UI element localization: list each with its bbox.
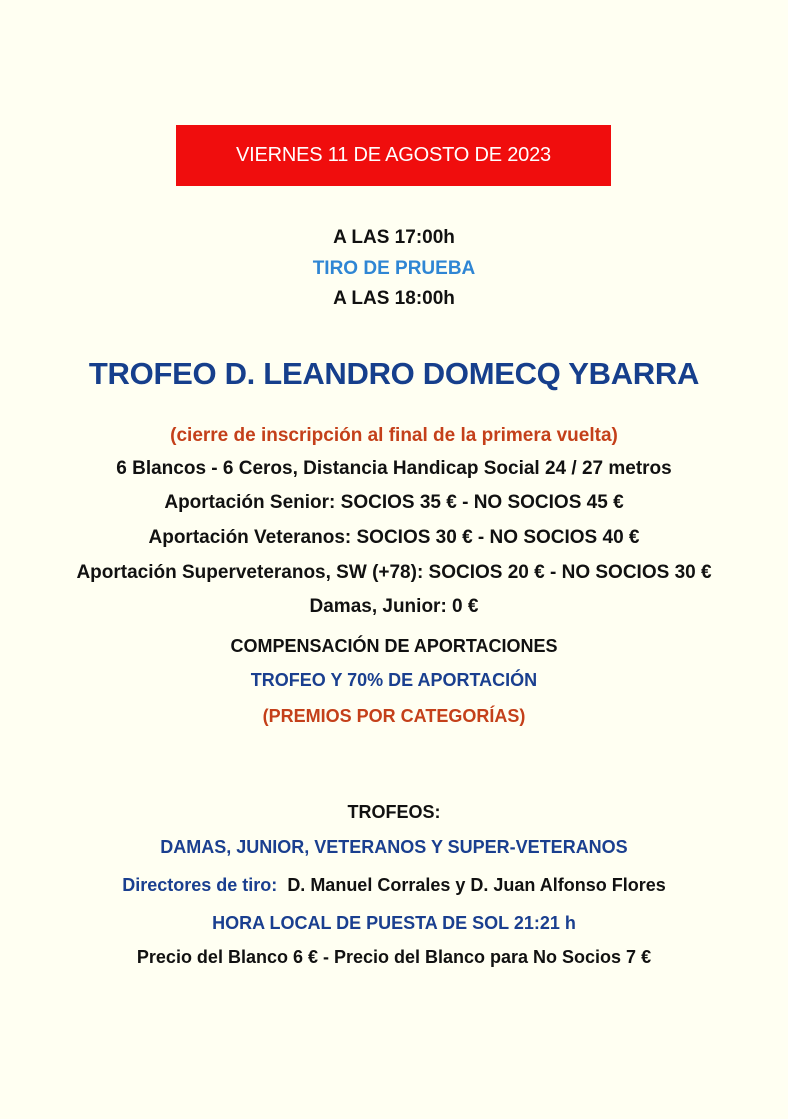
trophies-categories: DAMAS, JUNIOR, VETERANOS Y SUPER-VETERANOS: [160, 837, 628, 857]
registration-note: (cierre de inscripción al final de la primera vuelta): [170, 425, 618, 446]
date-text: VIERNES 11 DE AGOSTO DE 2023: [236, 144, 551, 166]
trophies-heading: TROFEOS:: [347, 802, 441, 822]
category-prizes-text: (PREMIOS POR CATEGORÍAS): [262, 706, 526, 726]
directors-names: D. Manuel Corrales y D. Juan Alfonso Flores: [287, 875, 666, 895]
fee-senior-text: Aportación Senior: SOCIOS 35 € - NO SOCIOS 45 €: [164, 492, 624, 513]
pricing-text: Precio del Blanco 6 € - Precio del Blanco para No Socios 7 €: [136, 947, 652, 967]
compensation-text: COMPENSACIÓN DE APORTACIONES: [230, 636, 558, 656]
directors-line: [0, 875, 788, 896]
main-time-text: A LAS 18:00h: [333, 288, 455, 309]
fee-superveterans-text: Aportación Superveteranos, SW (+78): SOCIOS 20 € - NO SOCIOS 30 €: [76, 562, 712, 583]
prize-text: TROFEO Y 70% DE APORTACIÓN: [250, 670, 538, 690]
test-shot-label: TIRO DE PRUEBA: [312, 258, 476, 279]
date-banner: [176, 125, 611, 186]
directors-label: Directores de tiro:: [122, 875, 278, 895]
sunset-text: HORA LOCAL DE PUESTA DE SOL 21:21 h: [212, 913, 576, 933]
fee-ladies-junior-text: Damas, Junior: 0 €: [309, 596, 479, 617]
fee-veterans-text: Aportación Veteranos: SOCIOS 30 € - NO SOCIOS 40 €: [148, 527, 640, 548]
trophy-title: TROFEO D. LEANDRO DOMECQ YBARRA: [88, 356, 700, 391]
format-text: 6 Blancos - 6 Ceros, Distancia Handicap Social 24 / 27 metros: [116, 458, 672, 479]
start-time-text: A LAS 17:00h: [333, 227, 455, 248]
